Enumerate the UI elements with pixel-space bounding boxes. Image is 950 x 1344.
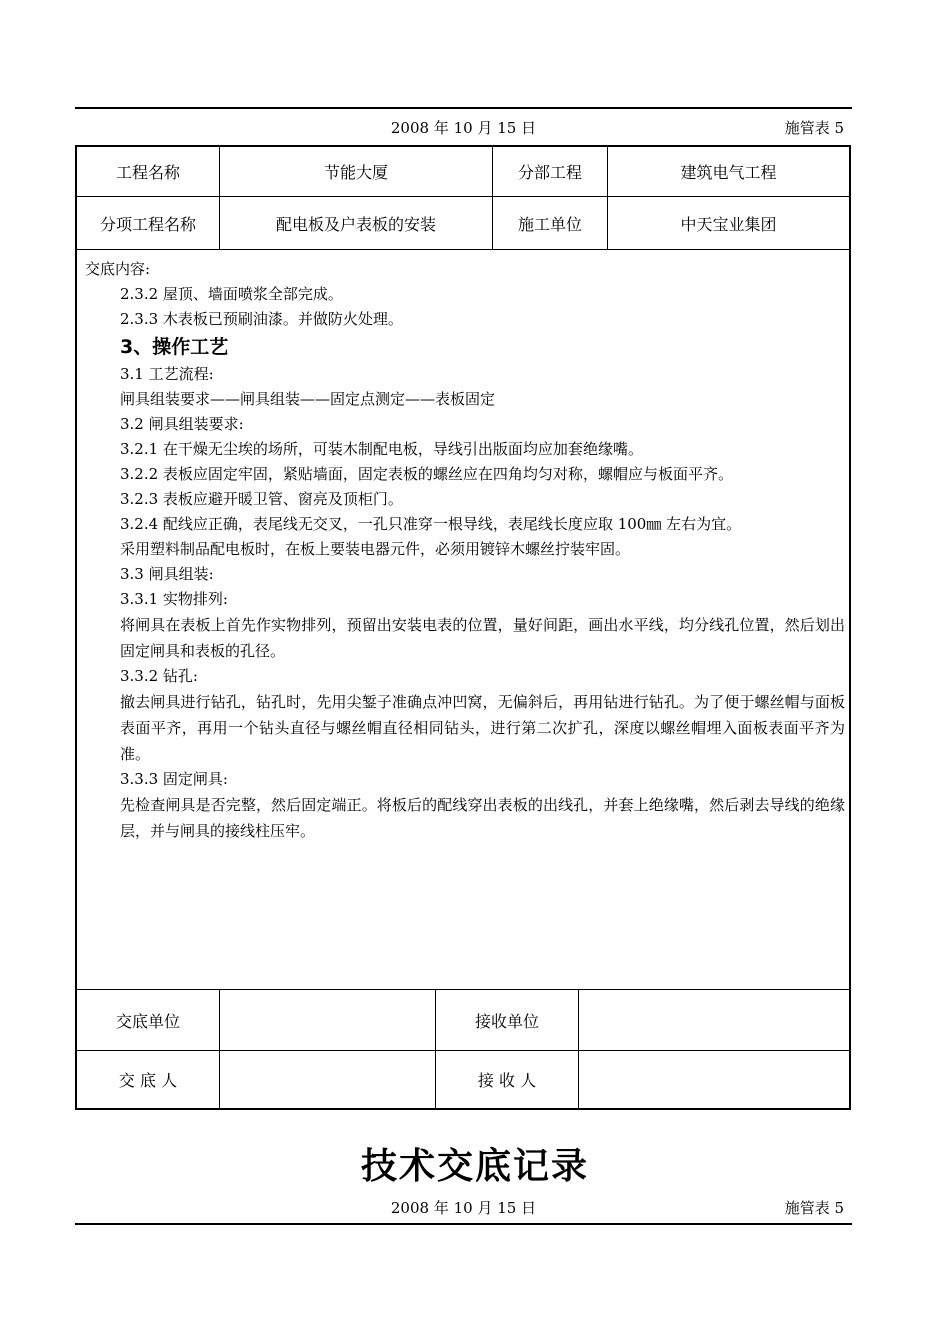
footer-date: 2008 年 10 月 15 日 bbox=[390, 1199, 537, 1217]
footer-form-code: 施管表 5 bbox=[784, 1199, 844, 1217]
receiver-unit-label: 接收单位 bbox=[474, 1011, 539, 1031]
division-label: 分部工程 bbox=[517, 163, 582, 182]
top-rule bbox=[75, 107, 852, 109]
subitem-value: 配电板及户表板的安装 bbox=[275, 214, 436, 234]
disclosure-form bbox=[75, 145, 851, 1110]
content-line: 3.1 工艺流程: bbox=[120, 365, 214, 383]
content-paragraph: 先检查闸具是否完整，然后固定端正。将板后的配线穿出表板的出线孔，并套上绝缘嘴，然后剥去导线的绝缘层，并与闸具的接线柱压牢。 bbox=[120, 796, 845, 840]
issuer-person-field[interactable] bbox=[220, 1051, 435, 1108]
bottom-rule bbox=[75, 1223, 852, 1225]
subitem-label: 分项工程名称 bbox=[99, 214, 196, 234]
content-line: 闸具组装要求——闸具组装——固定点测定——表板固定 bbox=[120, 390, 496, 408]
content-paragraph: 将闸具在表板上首先作实物排列，预留出安装电表的位置，量好间距，画出水平线，均分线孔位置，然后划出固定闸具和表板的孔径。 bbox=[120, 616, 845, 660]
content-line: 采用塑料制品配电板时，在板上要装电器元件，必须用镀锌木螺丝拧装牢固。 bbox=[120, 540, 631, 558]
content-line: 3.3.2 钻孔: bbox=[120, 667, 198, 685]
division-value: 建筑电气工程 bbox=[680, 163, 777, 182]
contractor-value: 中天宝业集团 bbox=[680, 214, 777, 234]
content-paragraph: 撤去闸具进行钻孔，钻孔时，先用尖錾子准确点冲凹窝，无偏斜后，再用钻进行钻孔。为了便于螺丝帽与面板表面平齐，再用一个钻头直径与螺丝帽直径相同钻头，进行第二次扩孔，深度以螺丝帽埋入面板表面平齐为准。 bbox=[120, 693, 845, 763]
header-form-code: 施管表 5 bbox=[784, 119, 844, 137]
content-line: 3.2.3 表板应避开暖卫管、窗亮及顶柜门。 bbox=[120, 490, 403, 508]
issuer-person-label: 交 底 人 bbox=[118, 1071, 178, 1090]
project-name-value: 节能大厦 bbox=[323, 163, 388, 182]
content-line: 3.2 闸具组装要求: bbox=[120, 415, 244, 433]
content-line: 3.3 闸具组装: bbox=[120, 565, 214, 583]
content-label: 交底内容: bbox=[85, 260, 151, 278]
header-date: 2008 年 10 月 15 日 bbox=[390, 119, 537, 137]
top-header bbox=[75, 115, 852, 137]
content-line: 2.3.3 木表板已预刷油漆。并做防火处理。 bbox=[120, 310, 403, 328]
project-name-label: 工程名称 bbox=[115, 163, 180, 182]
document-title: 技术交底记录 bbox=[360, 1146, 589, 1187]
content-line: 3.3.1 实物排列: bbox=[120, 590, 228, 608]
receiver-person-field[interactable] bbox=[579, 1051, 849, 1108]
content-line: 2.3.2 屋顶、墙面喷浆全部完成。 bbox=[120, 285, 343, 303]
footer-header bbox=[75, 1195, 852, 1217]
content-line: 3.2.1 在干燥无尘埃的场所，可装木制配电板，导线引出版面均应加套绝缘嘴。 bbox=[120, 440, 643, 458]
receiver-person-label: 接 收 人 bbox=[477, 1071, 537, 1090]
issuer-unit-label: 交底单位 bbox=[115, 1011, 180, 1031]
content-line: 3.2.4 配线应正确，表尾线无交叉，一孔只准穿一根导线，表尾线长度应取 100㎜ 左右为宜。 bbox=[120, 515, 742, 533]
receiver-unit-field[interactable] bbox=[579, 990, 849, 1050]
section-heading: 3、操作工艺 bbox=[120, 336, 229, 358]
content-line: 3.3.3 固定闸具: bbox=[120, 770, 228, 788]
content-line: 3.2.2 表板应固定牢固，紧贴墙面，固定表板的螺丝应在四角均匀对称，螺帽应与板面平齐。 bbox=[120, 465, 733, 483]
issuer-unit-field[interactable] bbox=[220, 990, 435, 1050]
contractor-label: 施工单位 bbox=[517, 214, 582, 234]
disclosure-content bbox=[85, 257, 845, 844]
